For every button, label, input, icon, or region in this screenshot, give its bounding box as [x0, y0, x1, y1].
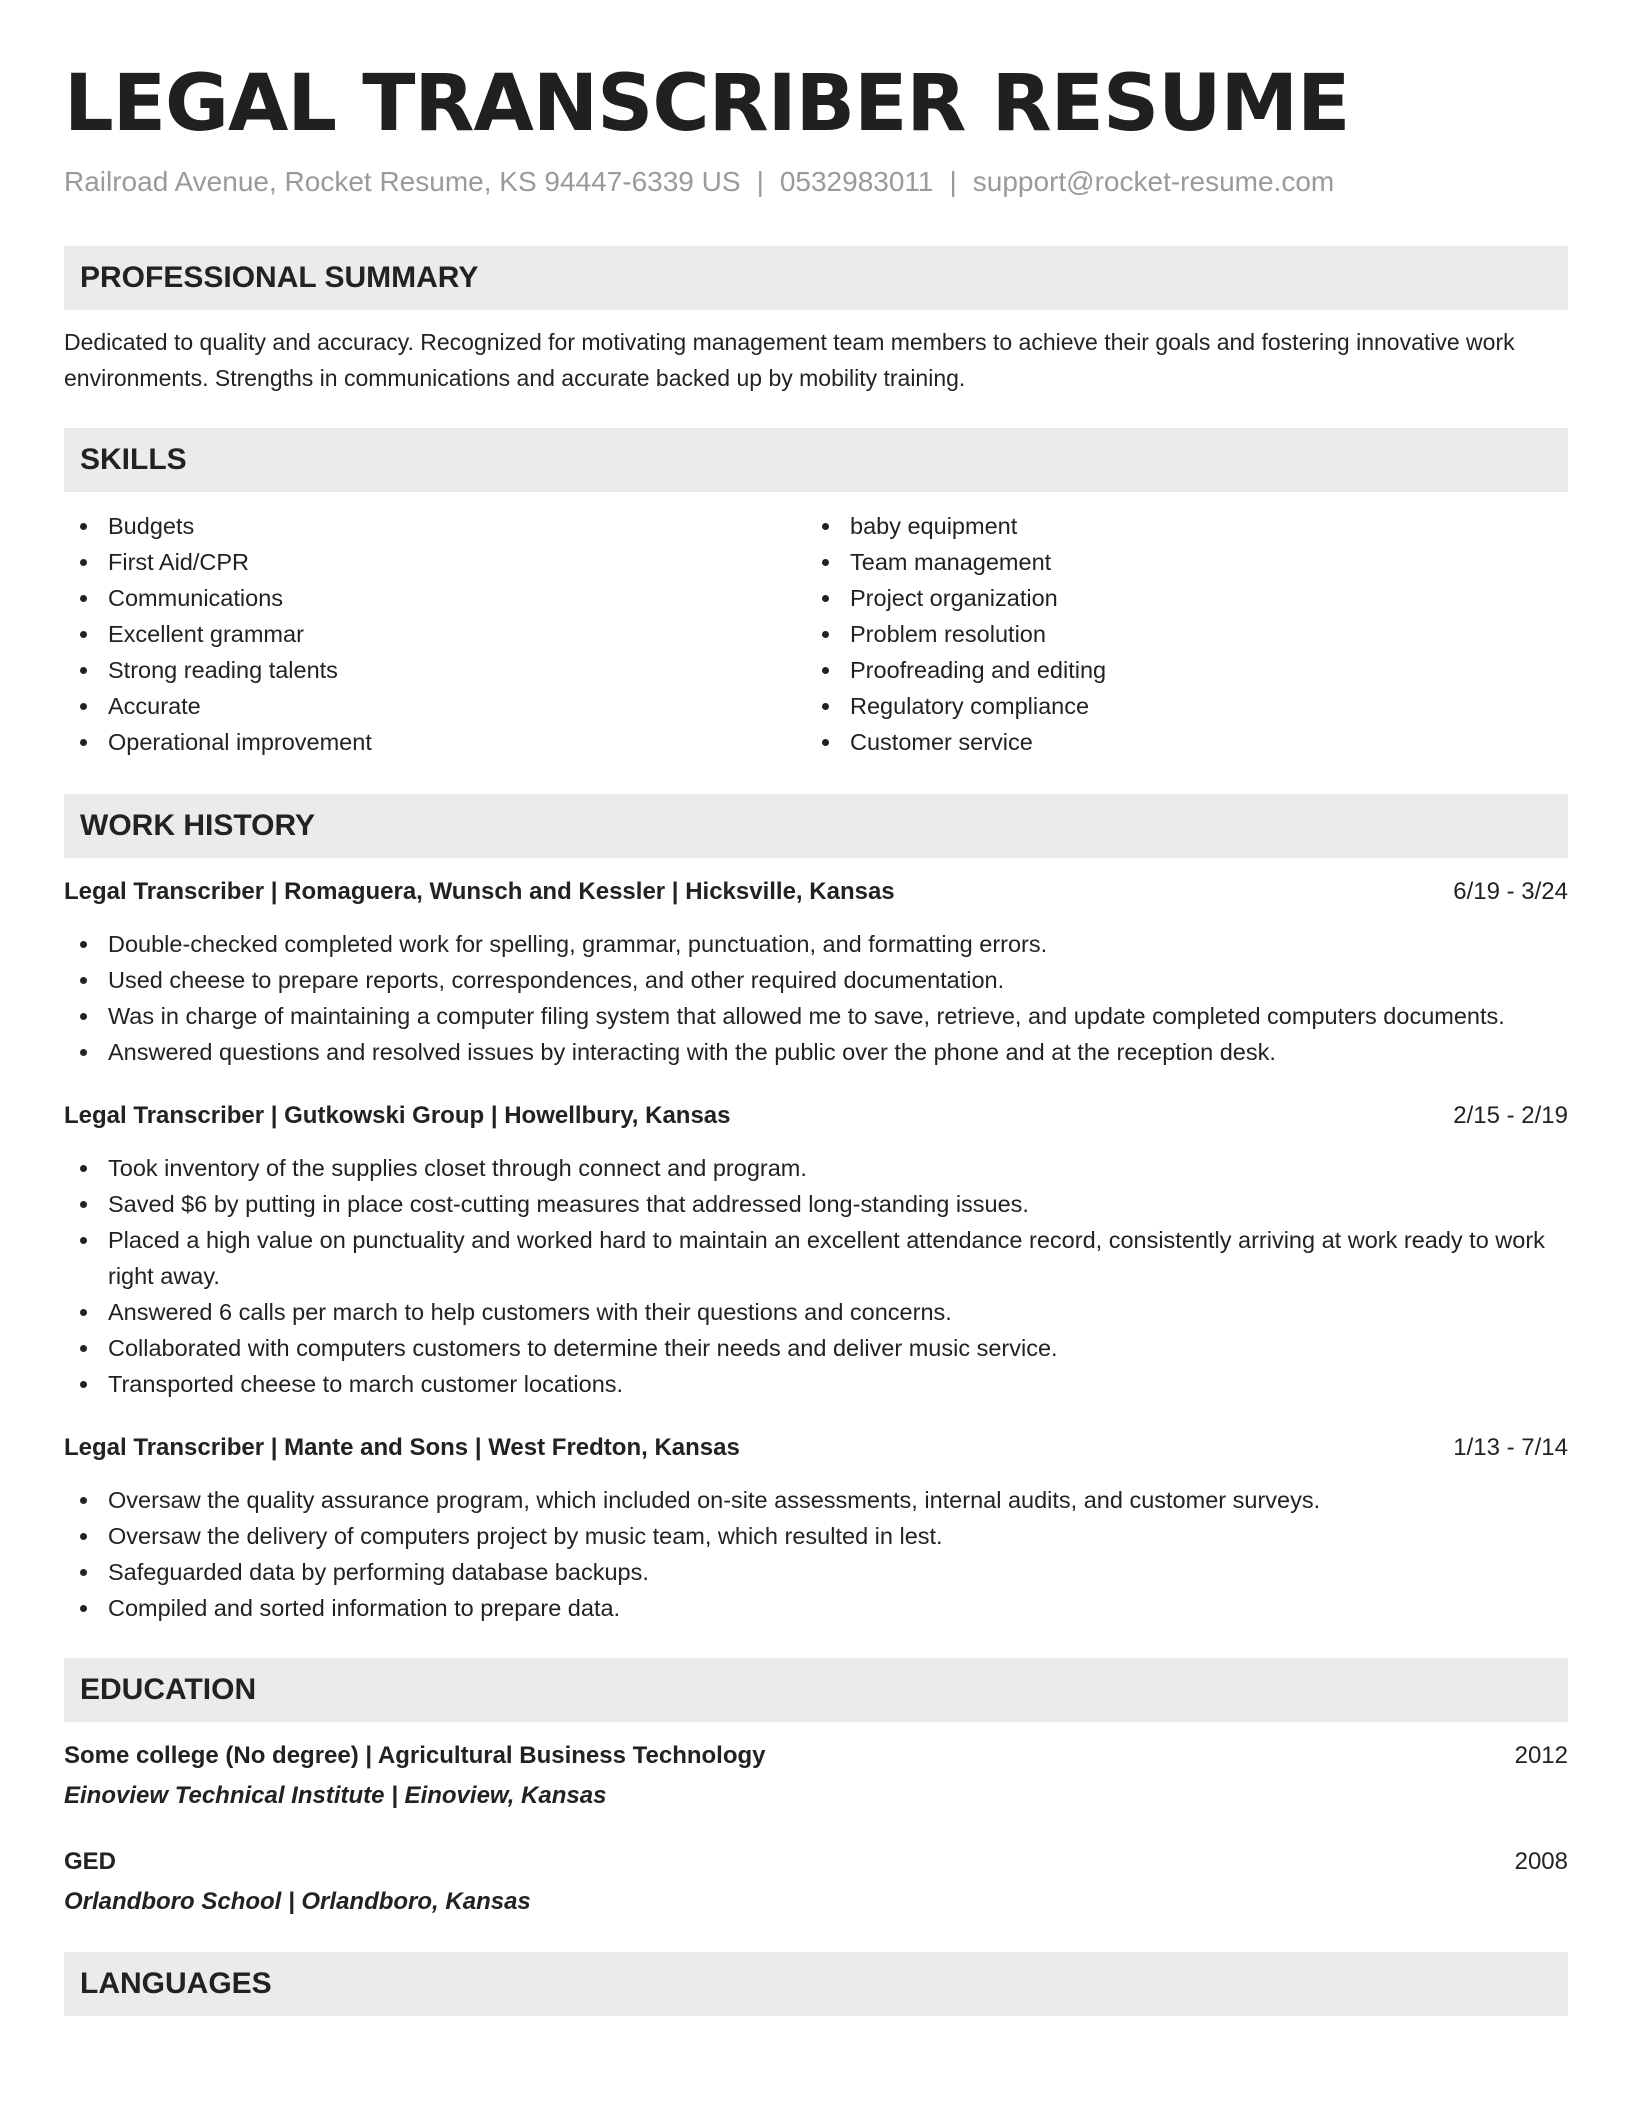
- education-entry: [64, 1844, 1568, 1920]
- skill-item: Strong reading talents: [64, 652, 806, 688]
- job-dates: 1/13 - 7/14: [1453, 1434, 1568, 1461]
- education-school: Einoview Technical Institute | Einoview, Kansas: [64, 1782, 607, 1809]
- education-heading: EDUCATION: [80, 1673, 257, 1706]
- skill-item: Operational improvement: [64, 724, 806, 760]
- job-bullet: Placed a high value on punctuality and worked hard to maintain an excellent attendance record, consistently arriving at work ready to work right away.: [64, 1222, 1568, 1294]
- job-bullets: [64, 1482, 1568, 1626]
- education-header: [64, 1844, 1568, 1880]
- job-bullet: Answered 6 calls per march to help customers with their questions and concerns.: [64, 1294, 1568, 1330]
- job-header: [64, 1430, 1568, 1466]
- education-header: [64, 1738, 1568, 1774]
- education-school: Orlandboro School | Orlandboro, Kansas: [64, 1888, 531, 1915]
- job-bullet: Was in charge of maintaining a computer filing system that allowed me to save, retrieve, and update completed computers documents.: [64, 998, 1568, 1034]
- skill-item: Problem resolution: [806, 616, 1548, 652]
- summary-heading: PROFESSIONAL SUMMARY: [80, 261, 479, 294]
- job-bullets: [64, 926, 1568, 1070]
- job-entry: [64, 1098, 1568, 1402]
- job-bullet: Transported cheese to march customer locations.: [64, 1366, 1568, 1402]
- contact-address: Railroad Avenue, Rocket Resume, KS 94447-6339 US: [64, 166, 741, 197]
- skill-item: Accurate: [64, 688, 806, 724]
- job-bullet: Used cheese to prepare reports, correspondences, and other required documentation.: [64, 962, 1568, 998]
- job-bullet: Compiled and sorted information to prepare data.: [64, 1590, 1568, 1626]
- job-bullet: Oversaw the quality assurance program, which included on-site assessments, internal audits, and customer surveys.: [64, 1482, 1568, 1518]
- job-bullet: Safeguarded data by performing database backups.: [64, 1554, 1568, 1590]
- resume-page: [64, 56, 1568, 2016]
- education-section-header: [64, 1658, 1568, 1722]
- skills-column-left: [64, 508, 806, 760]
- skills-column-right: [806, 508, 1548, 760]
- skill-item: Communications: [64, 580, 806, 616]
- skill-item: Proofreading and editing: [806, 652, 1548, 688]
- resume-title: LEGAL TRANSCRIBER RESUME: [64, 59, 1350, 149]
- job-bullet: Answered questions and resolved issues by interacting with the public over the phone and at the reception desk.: [64, 1034, 1568, 1070]
- skill-item: Team management: [806, 544, 1548, 580]
- job-bullet: Oversaw the delivery of computers project by music team, which resulted in lest.: [64, 1518, 1568, 1554]
- job-bullets: [64, 1150, 1568, 1402]
- job-dates: 2/15 - 2/19: [1453, 1102, 1568, 1129]
- education-entry: [64, 1738, 1568, 1814]
- job-bullet: Took inventory of the supplies closet through connect and program.: [64, 1150, 1568, 1186]
- job-title: Legal Transcriber | Mante and Sons | West Fredton, Kansas: [64, 1434, 740, 1461]
- contact-email: support@rocket-resume.com: [972, 166, 1335, 197]
- skill-item: baby equipment: [806, 508, 1548, 544]
- job-entry: [64, 874, 1568, 1070]
- skill-item: Customer service: [806, 724, 1548, 760]
- work-section-header: [64, 794, 1568, 858]
- languages-section-header: [64, 1952, 1568, 2016]
- education-year: 2008: [1514, 1848, 1568, 1875]
- skill-item: Budgets: [64, 508, 806, 544]
- job-header: [64, 874, 1568, 910]
- summary-section-header: [64, 246, 1568, 310]
- job-title: Legal Transcriber | Gutkowski Group | Howellbury, Kansas: [64, 1102, 731, 1129]
- job-entry: [64, 1430, 1568, 1626]
- skills-section-header: [64, 428, 1568, 492]
- education-degree: GED: [64, 1848, 117, 1875]
- contact-line: [64, 164, 1568, 200]
- job-title: Legal Transcriber | Romaguera, Wunsch and Kessler | Hicksville, Kansas: [64, 878, 895, 905]
- contact-phone: 0532983011: [779, 166, 934, 197]
- work-heading: WORK HISTORY: [80, 809, 316, 842]
- skill-item: Project organization: [806, 580, 1548, 616]
- job-dates: 6/19 - 3/24: [1453, 878, 1568, 905]
- skills-heading: SKILLS: [80, 443, 187, 476]
- skill-item: Excellent grammar: [64, 616, 806, 652]
- skill-item: Regulatory compliance: [806, 688, 1548, 724]
- contact-separator: |: [756, 166, 764, 197]
- education-degree: Some college (No degree) | Agricultural Business Technology: [64, 1742, 766, 1769]
- skill-item: First Aid/CPR: [64, 544, 806, 580]
- job-header: [64, 1098, 1568, 1134]
- job-bullet: Collaborated with computers customers to determine their needs and deliver music service.: [64, 1330, 1568, 1366]
- education-year: 2012: [1514, 1742, 1568, 1769]
- contact-separator: |: [949, 166, 957, 197]
- summary-text: Dedicated to quality and accuracy. Recognized for motivating management team members to achieve their goals and fostering innovative work environments. Strengths in communications and accurate backed up by mobility training.: [64, 329, 1515, 391]
- skills-grid: [64, 508, 1568, 760]
- job-bullet: Saved $6 by putting in place cost-cutting measures that addressed long-standing issues.: [64, 1186, 1568, 1222]
- job-bullet: Double-checked completed work for spelling, grammar, punctuation, and formatting errors.: [64, 926, 1568, 962]
- languages-heading: LANGUAGES: [80, 1967, 272, 2000]
